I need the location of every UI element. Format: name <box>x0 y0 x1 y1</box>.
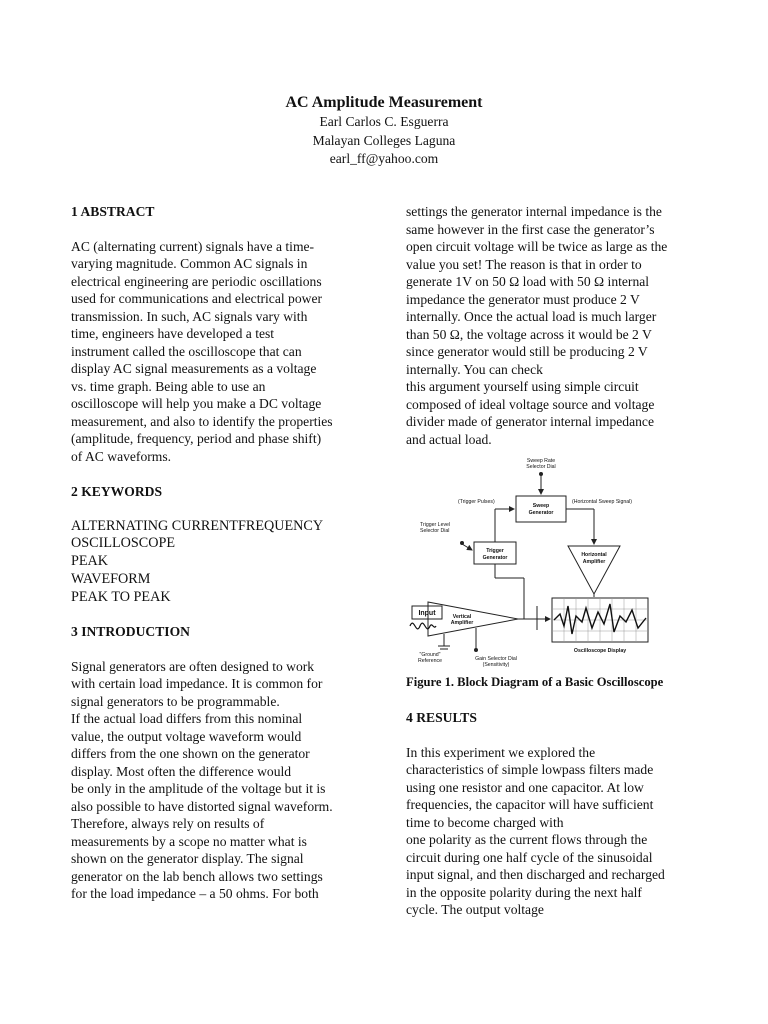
keyword-item: PEAK <box>71 553 109 570</box>
label-trigger-pulses: (Trigger Pulses) <box>458 499 495 505</box>
label-vert-amp: Vertical <box>452 614 472 620</box>
intro-line: If the actual load differs from this nominal <box>71 711 303 727</box>
label-ground-ref: Reference <box>418 658 442 664</box>
keyword-item: WAVEFORM <box>71 570 151 587</box>
abstract-line: instrument called the oscilloscope that can <box>71 343 302 359</box>
results-line: in the opposite polarity during the next half <box>406 884 642 900</box>
intro-cont-line: impedance the generator must produce 2 V <box>406 291 640 307</box>
intro-line: differs from the one shown on the generator <box>71 746 310 762</box>
abstract-line: electrical engineering are periodic oscillations <box>71 273 322 289</box>
abstract-line: of AC waveforms. <box>71 448 172 464</box>
results-body <box>406 744 706 919</box>
abstract-body <box>71 238 367 466</box>
paper-title: AC Amplitude Measurement <box>285 94 483 111</box>
intro-line: with certain load impedance. It is common for <box>71 676 323 692</box>
intro-line: Signal generators are often designed to work <box>71 658 315 674</box>
label-horiz-amp-2: Amplifier <box>582 559 606 565</box>
author-name: Earl Carlos C. Esguerra <box>319 114 449 129</box>
abstract-line: vs. time graph. Being able to use an <box>71 378 266 394</box>
intro-cont-line: since generator would still be producing 2 V <box>406 344 648 359</box>
results-line: frequencies, the capacitor will have sufficient <box>406 797 654 812</box>
sweep-generator-box <box>516 496 566 522</box>
results-line: one polarity as the current flows through the <box>406 832 648 847</box>
label-ground: "Ground" <box>419 652 441 658</box>
abstract-line: used for communications and electrical power <box>71 291 323 306</box>
results-section <box>406 709 706 919</box>
label-sweep-rate: Sweep Rate <box>526 458 556 464</box>
paper-header <box>0 92 768 169</box>
oscilloscope-block-diagram <box>406 458 706 668</box>
results-line: characteristics of simple lowpass filters made <box>406 762 654 777</box>
label-scope-display: Oscilloscope Display <box>573 648 627 654</box>
label-sweep-gen: Sweep <box>532 503 550 509</box>
intro-line: also possible to have distorted signal waveform. <box>71 798 333 814</box>
results-line: circuit during one half cycle of the sinusoidal <box>406 849 653 865</box>
keyword-item: OSCILLOSCOPE <box>71 535 176 552</box>
introduction-heading: 3 INTRODUCTION <box>71 624 190 640</box>
intro-line: measurements by a scope no matter what is <box>71 833 307 849</box>
label-trigger-gen: Trigger <box>486 548 504 554</box>
label-trigger-gen-2: Generator <box>482 555 508 561</box>
abstract-line: oscilloscope will help you make a DC voltage <box>71 396 322 411</box>
results-heading: 4 RESULTS <box>406 710 477 725</box>
results-line: cycle. The output voltage <box>406 902 544 917</box>
label-sweep-gen-2: Generator <box>528 510 554 516</box>
intro-cont-line: value you set! The reason is that in order to <box>406 256 642 272</box>
intro-cont-line: internally. Once the actual load is much larger <box>406 309 657 324</box>
label-gain-sensitivity: (Sensitivity) <box>482 662 510 668</box>
label-vert-amp-2: Amplifier <box>450 620 474 626</box>
intro-cont-line: same however in the first case the generator’s <box>406 221 655 237</box>
intro-cont-line: this argument yourself using simple circuit <box>406 379 639 394</box>
introduction-body <box>71 658 367 903</box>
author-email: earl_ff@yahoo.com <box>329 151 439 166</box>
abstract-heading: 1 ABSTRACT <box>71 204 155 219</box>
intro-line: generator on the lab bench allows two settings <box>71 868 323 884</box>
intro-line: for the load impedance – a 50 ohms. For both <box>71 886 319 902</box>
right-column <box>406 203 702 448</box>
intro-line: shown on the generator display. The signal <box>71 851 304 867</box>
trigger-level-dial-icon <box>460 541 464 545</box>
intro-cont-line: internally. You can check <box>406 361 543 377</box>
sweep-rate-dial-icon <box>539 472 543 476</box>
intro-cont-line: open circuit voltage will be twice as large as the <box>406 239 668 254</box>
abstract-line: measurement, and also to identify the properties <box>71 413 333 429</box>
intro-line: signal generators to be programmable. <box>71 693 280 709</box>
label-gain: Gain Selector Dial <box>475 656 517 662</box>
results-line: time to become charged with <box>406 814 564 830</box>
intro-line: value, the output voltage waveform would <box>71 728 302 744</box>
abstract-line: (amplitude, frequency, period and phase shift) <box>71 431 322 446</box>
keyword-item: PEAK TO PEAK <box>71 588 171 605</box>
results-line: input signal, and then discharged and recharged <box>406 867 665 882</box>
label-horizontal-sweep: (Horizontal Sweep Signal) <box>572 499 632 505</box>
input-waveform <box>410 623 436 629</box>
label-input: Input <box>418 610 436 617</box>
intro-cont-line: composed of ideal voltage source and voltage <box>406 396 655 412</box>
block-diagram-svg <box>406 458 706 668</box>
figure-caption: Figure 1. Block Diagram of a Basic Oscilloscope <box>406 675 664 689</box>
intro-line: be only in the amplitude of the voltage but it is <box>71 781 326 797</box>
intro-cont-line: and actual load. <box>406 431 492 447</box>
label-trigger-level: Trigger Level <box>420 522 451 528</box>
left-column <box>71 203 367 903</box>
keyword-item: ALTERNATING CURRENTFREQUENCY <box>71 517 324 534</box>
intro-cont-line: than 50 Ω, the voltage across it would be 2 V <box>406 326 652 342</box>
abstract-line: varying magnitude. Common AC signals in <box>71 256 308 271</box>
intro-line: display. Most often the difference would <box>71 763 292 779</box>
intro-continued-body <box>406 203 702 448</box>
label-trigger-level-dial: Selector Dial <box>420 528 450 534</box>
intro-cont-line: settings the generator internal impedance is the <box>406 204 662 219</box>
abstract-line: transmission. In such, AC signals vary with <box>71 308 308 324</box>
keywords-list <box>71 518 367 607</box>
abstract-line: time, engineers have developed a test <box>71 326 275 341</box>
intro-line: Therefore, always rely on results of <box>71 816 265 832</box>
results-line: In this experiment we explored the <box>406 744 596 760</box>
abstract-line: display AC signal measurements as a voltage <box>71 361 317 376</box>
label-sweep-rate-dial: Selector Dial <box>526 464 556 470</box>
intro-cont-line: divider made of generator internal impedance <box>406 414 654 429</box>
keywords-heading: 2 KEYWORDS <box>71 484 163 499</box>
author-affiliation: Malayan Colleges Laguna <box>312 132 456 148</box>
gain-selector-dial-icon <box>474 648 478 652</box>
results-line: using one resistor and one capacitor. At low <box>406 779 644 795</box>
intro-cont-line: generate 1V on 50 Ω load with 50 Ω internal <box>406 274 650 289</box>
label-horiz-amp: Horizontal <box>581 552 607 558</box>
abstract-line: AC (alternating current) signals have a time- <box>71 238 315 254</box>
